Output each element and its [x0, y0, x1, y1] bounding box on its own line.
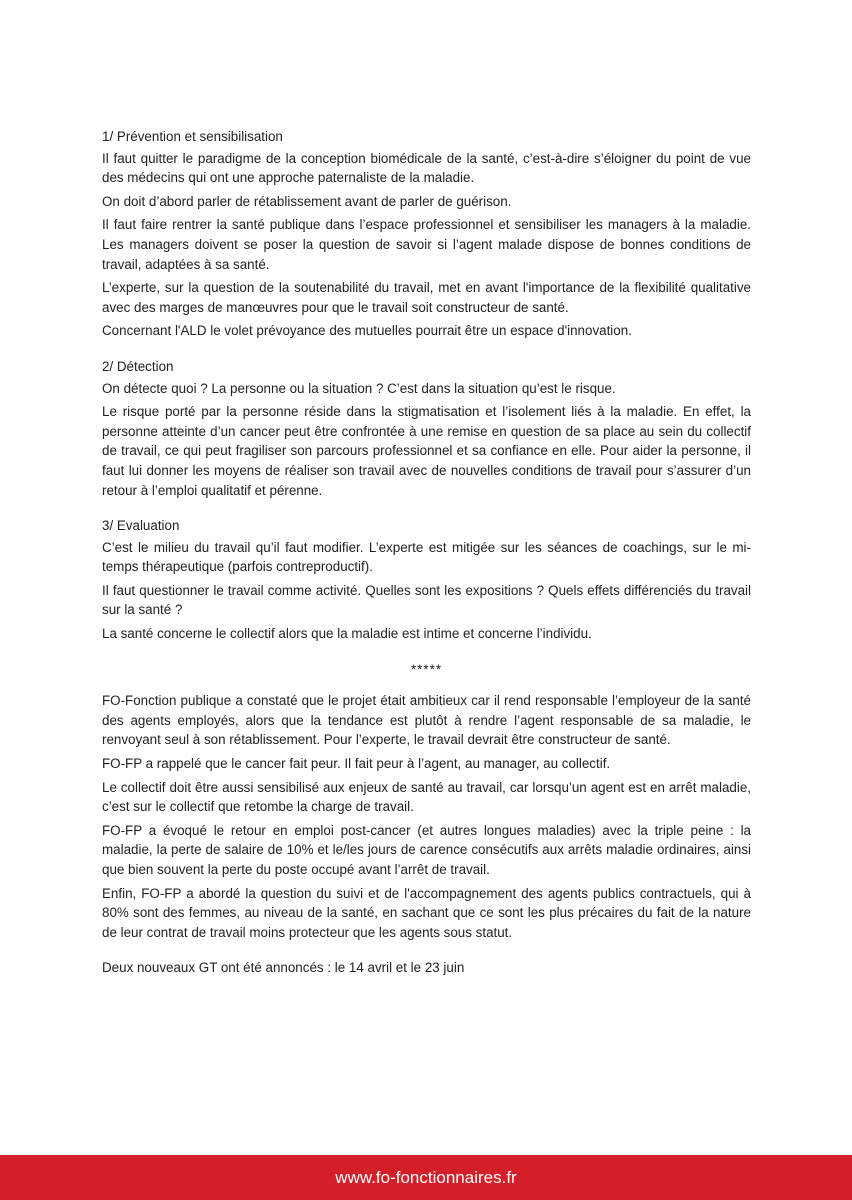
paragraph: Il faut questionner le travail comme activité. Quelles sont les expositions ? Quels effets différenciés du travail sur la santé ? [102, 582, 751, 618]
paragraph: FO-Fonction publique a constaté que le projet était ambitieux car il rend responsable l’employeur de la santé des agents employés, alors que la tendance est plutôt à rendre l’agent responsable de sa maladie, le renvoyant seul à son rétablissement. Pour l’experte, le travail devrait être constructeur de santé. [102, 693, 751, 748]
section-heading: 2/ Détection [102, 358, 174, 374]
paragraph: FO-FP a évoqué le retour en emploi post-cancer (et autres longues maladies) avec la triple peine : la maladie, la perte de salaire de 10% et le/les jours de carence consécutifs aux arrêts maladie ordinaires, ainsi que bien souvent la perte du poste occupé avant l’arrêt de travail. [102, 822, 751, 877]
section-detection [102, 357, 751, 500]
final-note: Deux nouveaux GT ont été annoncés : le 14 avril et le 23 juin [102, 960, 465, 976]
section-separator: ***** [410, 661, 443, 677]
paragraph: Le risque porté par la personne réside dans la stigmatisation et l’isolement liés à la maladie. En effet, la personne atteinte d’un cancer peut être confrontée à une remise en question de sa place au sein du collectif de travail, ce qui peut fragiliser son parcours professionnel et sa confiance en elle. Pour aider la personne, il faut lui donner les moyens de réaliser son travail avec de nouvelles conditions de travail pour s’assurer d’un retour à l’emploi qualitatif et pérenne. [102, 404, 751, 498]
paragraph: Le collectif doit être aussi sensibilisé aux enjeux de santé au travail, car lorsqu’un agent est en arrêt maladie, c’est sur le collectif que retombe la charge de travail. [102, 779, 751, 815]
section-conclusion [102, 691, 751, 942]
section-heading: 1/ Prévention et sensibilisation [102, 129, 283, 144]
paragraph: On détecte quoi ? La personne ou la situation ? C’est dans la situation qu’est le risque. [102, 380, 616, 396]
section-heading: 3/ Evaluation [102, 518, 180, 534]
paragraph: Il faut quitter le paradigme de la conception biomédicale de la santé, c’est-à-dire s’éloigner du point de vue des médecins qui ont une approche paternaliste de la maladie. [102, 150, 751, 186]
section-evaluation [102, 516, 751, 644]
paragraph: Concernant l'ALD le volet prévoyance des mutuelles pourrait être un espace d'innovation. [102, 323, 632, 339]
footer-url-link[interactable]: www.fo-fonctionnaires.fr [335, 1167, 517, 1187]
paragraph: C’est le milieu du travail qu’il faut modifier. L’experte est mitigée sur les séances de coachings, sur le mi-temps thérapeutique (parfois contreproductif). [102, 539, 751, 575]
paragraph: L’experte, sur la question de la soutenabilité du travail, met en avant l'importance de la flexibilité qualitative avec des marges de manœuvres pour que le travail soit constructeur de santé. [102, 280, 751, 315]
document-body [102, 127, 751, 982]
section-prevention [102, 127, 751, 341]
paragraph: FO-FP a rappelé que le cancer fait peur. Il fait peur à l’agent, au manager, au collectif. [102, 756, 611, 772]
footer-bar [0, 1155, 852, 1200]
paragraph: La santé concerne le collectif alors que la maladie est intime et concerne l’individu. [102, 626, 592, 642]
paragraph: Il faut faire rentrer la santé publique dans l’espace professionnel et sensibiliser les managers à la maladie. Les managers doivent se poser la question de savoir si l’agent malade dispose de bonnes conditions de travail, adaptées à sa santé. [102, 217, 751, 272]
paragraph: On doit d’abord parler de rétablissement avant de parler de guérison. [102, 193, 512, 209]
paragraph: Enfin, FO-FP a abordé la question du suivi et de l'accompagnement des agents publics contractuels, qui à 80% sont des femmes, au niveau de la santé, en sachant que ce sont les plus précaires du fait de la nature de leur contrat de travail moins protecteur que les agents sous statut. [102, 885, 751, 940]
